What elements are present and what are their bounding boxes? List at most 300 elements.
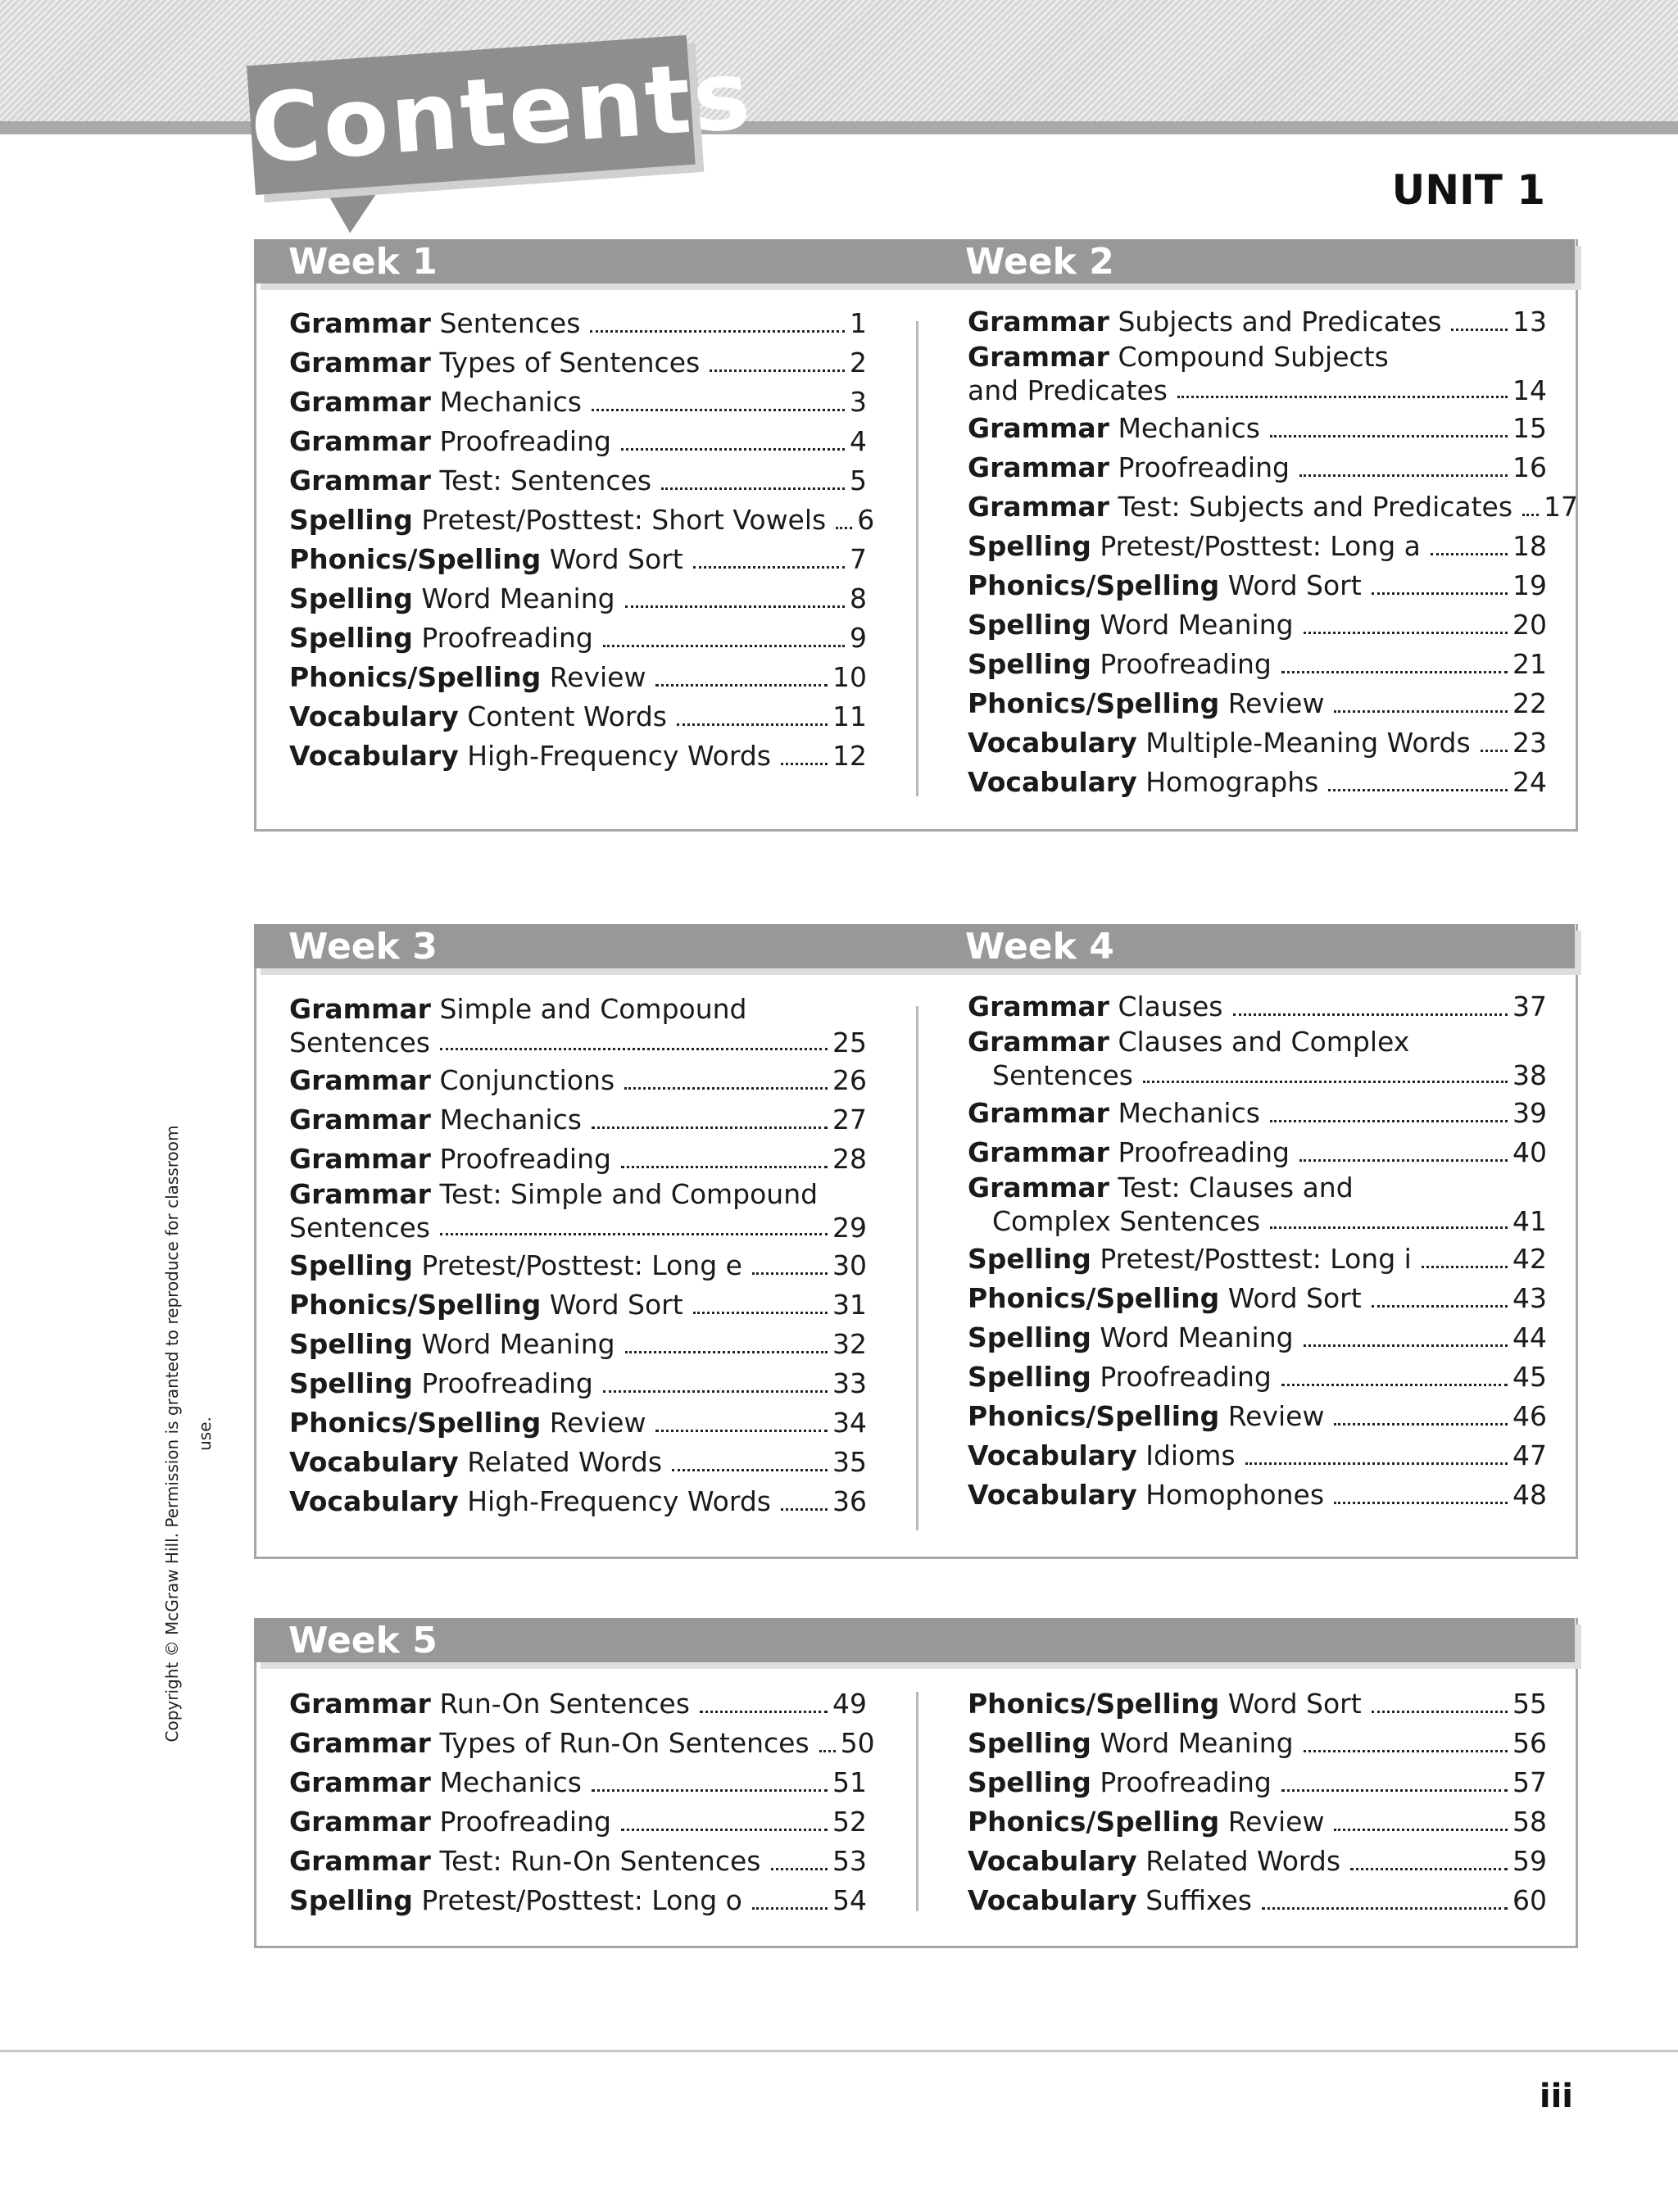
dot-leader [1481,750,1508,752]
toc-category: Grammar [968,990,1109,1022]
toc-entry-label [968,1358,1272,1397]
toc-entry-label [968,723,1471,763]
toc-category: Grammar [289,386,431,418]
toc-category: Spelling [968,1321,1091,1353]
dot-leader [710,369,845,372]
toc-entry[interactable] [289,619,867,658]
toc-page-number: 8 [850,582,867,614]
toc-entry[interactable] [968,302,1547,342]
toc-title: Test: Simple and Compound [439,1178,819,1210]
toc-entry[interactable] [968,487,1579,527]
dot-leader [592,1789,828,1792]
toc-entry[interactable] [289,1061,867,1100]
toc-entry-label [289,1100,582,1140]
dot-leader [781,1508,828,1511]
toc-page-number: 37 [1512,990,1547,1022]
toc-entry[interactable] [289,1285,867,1325]
toc-entry-label [289,1403,646,1443]
toc-entry-label [968,684,1324,723]
toc-category: Grammar [289,1178,431,1210]
toc-entry[interactable] [968,763,1547,802]
toc-page-number: 30 [832,1249,867,1281]
toc-entry-label [968,1133,1290,1172]
toc-page-number: 22 [1512,687,1547,719]
week-header [254,1618,1575,1662]
dot-leader [1431,553,1508,555]
toc-title: Types of Run-On Sentences [439,1727,810,1759]
toc-category: Phonics/Spelling [289,1289,542,1321]
toc-category: Spelling [289,504,413,536]
dot-leader [655,684,828,687]
toc-entry-first-line [968,342,1547,373]
toc-title: Sentences [439,307,581,339]
toc-entry[interactable] [968,605,1547,645]
toc-page-number: 16 [1512,451,1547,483]
toc-entry-label [968,409,1260,448]
toc-entry[interactable] [289,540,867,579]
week-header [254,924,1575,968]
toc-category: Vocabulary [968,1845,1137,1877]
toc-title: Mechanics [1118,1097,1260,1129]
toc-entry[interactable] [968,1240,1547,1279]
toc-category: Grammar [289,1104,431,1135]
toc-title: Subjects and Predicates [1118,306,1442,338]
toc-entry-label [968,1436,1236,1475]
dot-leader [621,1166,828,1168]
toc-entry[interactable] [289,1403,867,1443]
dot-leader [693,566,845,569]
toc-category: Phonics/Spelling [968,1688,1220,1720]
dot-leader [603,645,845,647]
toc-page-number: 49 [832,1688,867,1720]
toc-entry[interactable] [968,1027,1547,1094]
week-1-list [289,304,875,776]
toc-page-number: 9 [850,622,867,654]
toc-category: Grammar [289,307,431,339]
dot-leader [603,1390,828,1393]
toc-page-number: 35 [832,1446,867,1478]
week-box-5 [254,1618,1578,1948]
toc-category: Grammar [968,341,1109,373]
toc-entry-label [968,1724,1294,1763]
toc-category: Spelling [289,622,413,654]
toc-entry[interactable] [968,1172,1547,1240]
toc-category: Vocabulary [289,1446,459,1478]
toc-entry[interactable] [289,304,867,343]
toc-page-number: 54 [832,1884,867,1916]
dot-leader [1334,710,1508,713]
toc-entry-label [289,540,683,579]
toc-entry[interactable] [289,658,867,697]
toc-entry[interactable] [968,342,1547,409]
toc-entry[interactable] [968,409,1547,448]
toc-category: Spelling [968,1766,1091,1798]
toc-page-number: 48 [1512,1479,1547,1511]
toc-entry-label [289,461,651,501]
toc-entry[interactable] [289,1842,867,1881]
toc-category: Spelling [289,1367,413,1399]
toc-page-number: 45 [1512,1361,1547,1393]
toc-title: Test: Clauses and [1118,1172,1354,1203]
unit-title: UNIT 1 [1391,166,1545,214]
toc-title: Related Words [1145,1845,1341,1877]
toc-title: Mechanics [439,1766,582,1798]
toc-entry[interactable] [968,1842,1547,1881]
toc-category: Vocabulary [968,1479,1137,1511]
toc-title: Proofreading [1100,1766,1272,1798]
column-divider [916,1692,918,1911]
toc-page-number: 25 [832,1027,867,1058]
dot-leader [621,1829,828,1831]
toc-entry[interactable] [968,1475,1547,1515]
toc-entry[interactable] [968,1881,1547,1920]
toc-entry-label [289,1364,593,1403]
toc-page-number: 23 [1512,727,1547,759]
toc-category: Spelling [289,582,413,614]
toc-entry[interactable] [289,1881,867,1920]
dot-leader [655,1430,828,1432]
toc-entry[interactable] [289,1325,867,1364]
toc-page-number: 47 [1512,1439,1547,1471]
toc-title: Word Sort [549,543,683,575]
toc-entry[interactable] [289,1443,867,1482]
toc-category: Grammar [968,1136,1109,1168]
toc-category: Grammar [289,425,431,457]
dot-leader [1262,1907,1508,1910]
toc-entry-label [968,1763,1272,1802]
toc-entry-label [968,566,1362,605]
dot-leader [1372,592,1508,595]
toc-entry-label [968,987,1223,1027]
toc-category: Phonics/Spelling [968,1282,1220,1314]
toc-category: Spelling [289,1249,413,1281]
toc-entry-label [289,1325,615,1364]
dot-leader [1451,329,1508,331]
column-divider [916,321,918,796]
dot-leader [1422,1266,1508,1268]
toc-entry-label [968,487,1512,527]
toc-entry[interactable] [289,737,867,776]
toc-entry-label [968,527,1421,566]
toc-category: Phonics/Spelling [968,569,1220,601]
toc-page-number: 32 [832,1328,867,1360]
toc-title: Pretest/Posttest: Long i [1100,1243,1412,1275]
toc-entry-label [289,343,700,383]
dot-leader [1304,1344,1508,1347]
week-label: Week 4 [965,926,1114,968]
page-title: Contents [247,39,756,186]
toc-entry[interactable] [289,697,867,737]
dot-leader [1299,1159,1508,1162]
toc-title-continued: and Predicates [968,374,1168,406]
week-label: Week 1 [288,241,438,283]
toc-entry[interactable] [968,1318,1547,1358]
toc-entry[interactable] [289,383,867,422]
toc-entry[interactable] [289,1179,867,1246]
toc-category: Spelling [968,1243,1091,1275]
toc-entry[interactable] [289,1763,867,1802]
dot-leader [1522,514,1539,516]
toc-entry-label [289,1724,810,1763]
dot-leader [1281,1789,1508,1792]
dot-leader [1304,632,1508,634]
toc-title: Mechanics [439,1104,582,1135]
toc-category: Grammar [968,306,1109,338]
toc-category: Grammar [289,465,431,496]
toc-title: Pretest/Posttest: Long a [1100,530,1421,562]
toc-page-number: 50 [840,1727,875,1759]
week-2-list [968,302,1579,802]
toc-entry[interactable] [289,1140,867,1179]
footer-rule [0,2050,1678,2052]
toc-title: Clauses [1118,990,1223,1022]
toc-title-continued: Sentences [289,1027,430,1058]
dot-leader [1334,1502,1508,1504]
toc-title: Review [549,1407,646,1439]
toc-entry-second-line [289,1025,867,1061]
dot-leader [1299,474,1508,477]
toc-entry[interactable] [968,1684,1547,1724]
dot-leader [590,330,845,333]
toc-category: Phonics/Spelling [289,661,542,693]
toc-category: Grammar [968,491,1109,523]
toc-page-number: 24 [1512,766,1547,798]
dot-leader [625,605,845,608]
toc-title-continued: Complex Sentences [992,1205,1261,1237]
toc-entry[interactable] [968,1358,1547,1397]
dot-leader [661,487,845,490]
toc-page-number: 42 [1512,1243,1547,1275]
toc-category: Grammar [289,1806,431,1838]
toc-category: Phonics/Spelling [968,687,1220,719]
toc-title: Review [549,661,646,693]
toc-page-number: 17 [1544,491,1579,523]
toc-entry-label [289,658,646,697]
toc-page-number: 51 [832,1766,867,1798]
toc-category: Vocabulary [968,1884,1137,1916]
toc-entry[interactable] [289,343,867,383]
toc-title: Word Meaning [1100,609,1294,641]
toc-category: Grammar [289,993,431,1025]
toc-page-number: 28 [832,1143,867,1175]
toc-entry-label [289,1881,742,1920]
dot-leader [1270,1226,1508,1229]
week-box-1-2 [254,239,1578,832]
toc-entry[interactable] [289,1802,867,1842]
toc-page-number: 4 [850,425,867,457]
dot-leader [1281,1384,1508,1386]
toc-title: Review [1227,687,1325,719]
toc-title: Word Meaning [1100,1727,1294,1759]
toc-entry[interactable] [968,448,1547,487]
dot-leader [625,1351,828,1353]
toc-title: Proofreading [421,1367,593,1399]
toc-title: Test: Run-On Sentences [439,1845,761,1877]
toc-title: Proofreading [439,1143,611,1175]
toc-category: Phonics/Spelling [968,1400,1220,1432]
toc-title: Proofreading [1100,648,1272,680]
dot-leader [592,1126,828,1129]
toc-entry-label [289,1842,761,1881]
toc-title: Word Sort [1227,1688,1362,1720]
toc-category: Grammar [968,1026,1109,1058]
toc-page-number: 31 [832,1289,867,1321]
dot-leader [1372,1711,1508,1713]
toc-category: Phonics/Spelling [289,1407,542,1439]
toc-entry[interactable] [289,1724,875,1763]
toc-title: Clauses and Complex [1118,1026,1410,1058]
week-3-list [289,994,867,1521]
week-header [254,239,1575,283]
toc-title: Word Sort [549,1289,683,1321]
toc-title: Types of Sentences [439,347,701,378]
toc-entry-label [289,697,667,737]
toc-title: Suffixes [1145,1884,1252,1916]
toc-entry-label [968,645,1272,684]
page-number: iii [1539,2078,1573,2115]
toc-entry[interactable] [968,723,1547,763]
toc-entry-label [289,1246,742,1285]
toc-entry[interactable] [968,1094,1547,1133]
toc-page-number: 18 [1512,530,1547,562]
toc-entry[interactable] [968,645,1547,684]
toc-entry[interactable] [968,1397,1547,1436]
toc-entry[interactable] [289,1482,867,1521]
toc-entry[interactable] [968,527,1547,566]
toc-category: Grammar [289,1143,431,1175]
dot-leader [1245,1462,1508,1465]
toc-entry[interactable] [289,1246,867,1285]
toc-entry-label [289,619,593,658]
toc-category: Spelling [968,648,1091,680]
dot-leader [672,1469,828,1471]
toc-title: Word Meaning [421,582,615,614]
toc-entry-second-line [968,1203,1547,1240]
toc-page-number: 12 [832,740,867,772]
toc-entry-label [968,1279,1362,1318]
toc-entry[interactable] [968,987,1547,1027]
toc-entry[interactable] [968,1724,1547,1763]
toc-entry[interactable] [289,1364,867,1403]
toc-category: Grammar [968,1172,1109,1203]
toc-page-number: 46 [1512,1400,1547,1432]
toc-entry[interactable] [289,579,867,619]
toc-category: Phonics/Spelling [968,1806,1220,1838]
dot-leader [836,527,852,529]
toc-entry[interactable] [289,1684,867,1724]
week-5-list-right [968,1684,1547,1920]
toc-entry[interactable] [289,422,867,461]
dot-leader [1281,671,1508,673]
toc-entry-label [289,1684,690,1724]
toc-page-number: 14 [1512,374,1547,406]
toc-entry[interactable] [289,461,867,501]
toc-category: Grammar [289,1727,431,1759]
toc-entry[interactable] [968,566,1547,605]
dot-leader [1270,435,1508,437]
toc-entry[interactable] [289,501,875,540]
toc-category: Spelling [289,1328,413,1360]
toc-category: Grammar [289,1845,431,1877]
toc-page-number: 10 [832,661,867,693]
toc-entry-first-line [968,1027,1547,1058]
toc-category: Vocabulary [289,700,459,732]
toc-page-number: 20 [1512,609,1547,641]
toc-entry[interactable] [968,1802,1547,1842]
dot-leader [781,763,828,765]
toc-title: Review [1227,1806,1325,1838]
toc-entry[interactable] [968,1436,1547,1475]
toc-entry-label [289,1482,771,1521]
toc-title: Related Words [467,1446,663,1478]
toc-title: Word Meaning [421,1328,615,1360]
toc-page-number: 6 [857,504,875,536]
dot-leader [1143,1081,1508,1083]
toc-entry-label [289,422,611,461]
toc-page-number: 39 [1512,1097,1547,1129]
week-5-list-left [289,1684,875,1920]
toc-category: Phonics/Spelling [289,543,542,575]
toc-title: Test: Sentences [439,465,652,496]
toc-entry-label [968,1684,1362,1724]
toc-title: Test: Subjects and Predicates [1118,491,1513,523]
dot-leader [1334,1829,1508,1831]
toc-entry-label [968,1397,1324,1436]
toc-entry-label [289,383,582,422]
toc-title: Homographs [1145,766,1319,798]
toc-title: Proofreading [421,622,593,654]
toc-entry[interactable] [289,1100,867,1140]
toc-page-number: 21 [1512,648,1547,680]
toc-page-number: 29 [832,1212,867,1244]
week-box-3-4 [254,924,1578,1559]
toc-page-number: 58 [1512,1806,1547,1838]
toc-entry[interactable] [968,684,1547,723]
toc-title: Conjunctions [439,1064,615,1096]
toc-title: Mechanics [439,386,582,418]
toc-category: Grammar [968,1097,1109,1129]
toc-category: Grammar [289,347,431,378]
dot-leader [700,1711,828,1713]
toc-entry[interactable] [289,994,867,1061]
toc-title: Homophones [1145,1479,1325,1511]
toc-entry-second-line [968,1058,1547,1094]
toc-category: Grammar [289,1688,431,1720]
toc-category: Vocabulary [968,727,1137,759]
dot-leader [1334,1423,1508,1426]
toc-entry-label [968,1475,1324,1515]
toc-category: Spelling [289,1884,413,1916]
toc-entry[interactable] [968,1279,1547,1318]
toc-page-number: 33 [832,1367,867,1399]
toc-category: Spelling [968,609,1091,641]
toc-category: Spelling [968,1727,1091,1759]
toc-title: Proofreading [1118,451,1290,483]
toc-title: Proofreading [439,1806,611,1838]
toc-entry[interactable] [968,1763,1547,1802]
toc-page-number: 56 [1512,1727,1547,1759]
toc-title: Proofreading [439,425,611,457]
toc-entry-label [289,1443,662,1482]
toc-entry[interactable] [968,1133,1547,1172]
toc-category: Vocabulary [968,766,1137,798]
toc-category: Vocabulary [289,740,459,772]
toc-title: Idioms [1145,1439,1236,1471]
week-label: Week 2 [965,241,1114,283]
toc-page-number: 41 [1512,1205,1547,1237]
toc-entry-label [968,1240,1412,1279]
dot-leader [771,1868,828,1870]
